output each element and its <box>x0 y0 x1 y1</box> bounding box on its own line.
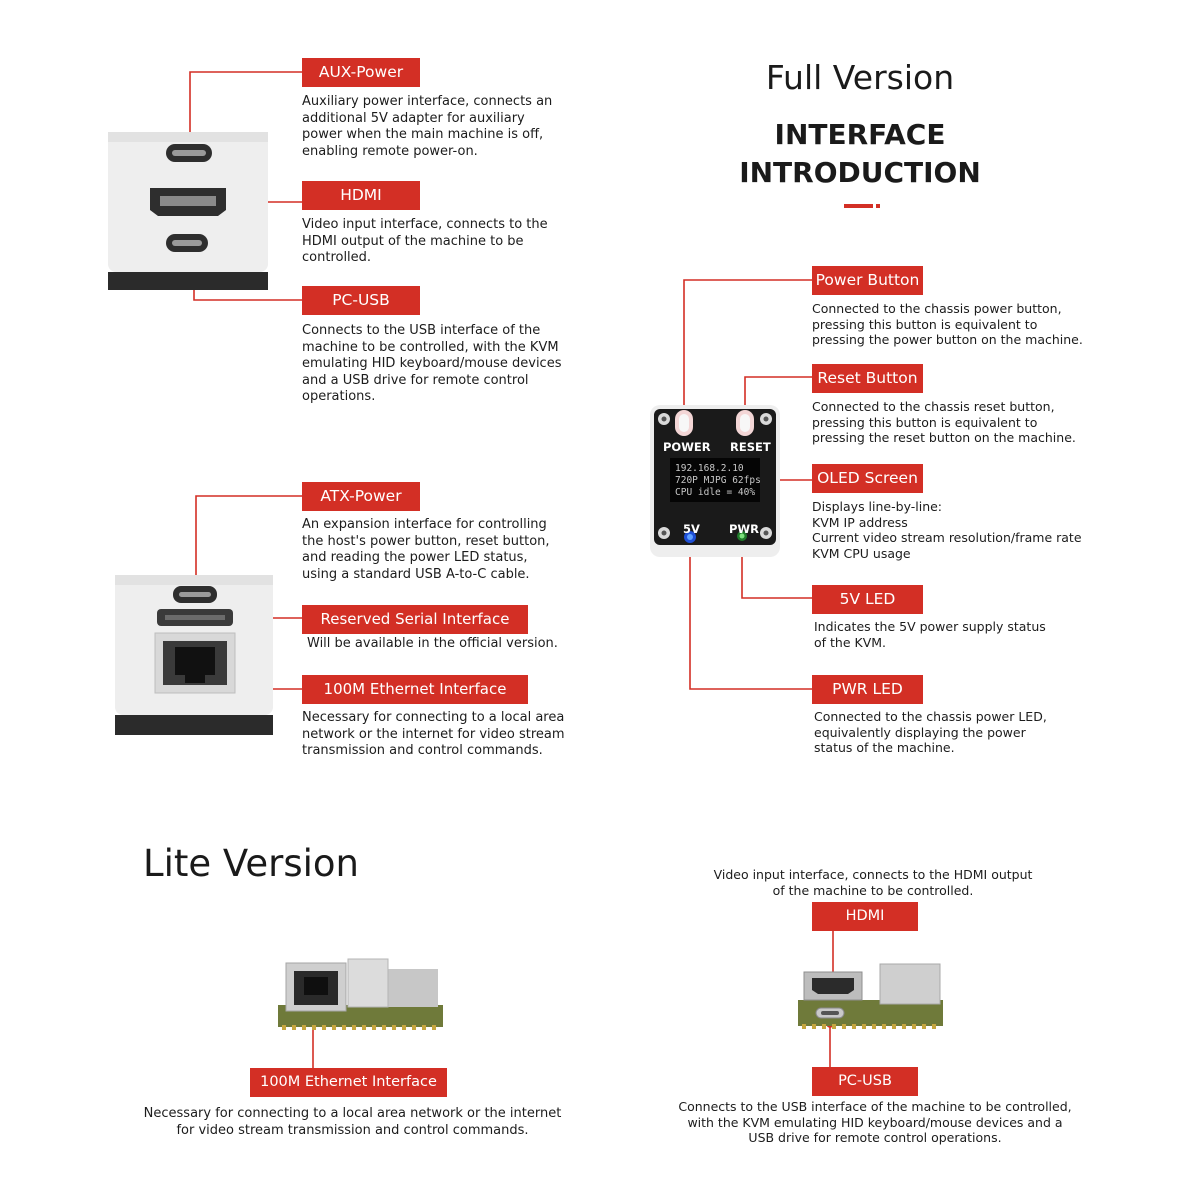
hdmi-badge[interactable]: HDMI <box>302 181 420 210</box>
oled-screen-description: Displays line-by-line: KVM IP address Current video stream resolution/frame rate KVM CPU usage <box>812 499 1082 561</box>
board-5v-label: 5V <box>683 522 700 536</box>
ethernet-description: Necessary for connecting to a local area network or the internet for video stream transmission and control commands. <box>302 710 565 759</box>
lite-ports-board-illustration <box>798 962 948 1032</box>
board-power-label: POWER <box>663 440 711 454</box>
aux-power-description: Auxiliary power interface, connects an additional 5V adapter for auxiliary power when the main machine is off, enabling remote power-on. <box>302 94 553 159</box>
pwr-led-description: Connected to the chassis power LED, equivalently displaying the power status of the machine. <box>814 709 1047 755</box>
interface-introduction-heading: INTERFACE INTRODUCTION <box>739 118 981 189</box>
5v-led-badge[interactable]: 5V LED <box>812 585 923 614</box>
oled-line-cpu: CPU idle = 40% <box>675 487 756 498</box>
pwr-led-badge[interactable]: PWR LED <box>812 675 923 704</box>
leader-power-button <box>684 280 812 425</box>
aux-power-badge[interactable]: AUX-Power <box>302 58 420 87</box>
lite-ethernet-badge[interactable]: 100M Ethernet Interface <box>250 1068 447 1097</box>
reset-button-description: Connected to the chassis reset button, pressing this button is equivalent to pressing the reset button on the machine. <box>812 399 1076 445</box>
atx-power-badge[interactable]: ATX-Power <box>302 482 420 511</box>
full-version-heading: Full Version <box>765 58 955 97</box>
hdmi-description: Video input interface, connects to the HDMI output of the machine to be controlled. <box>302 217 548 266</box>
ethernet-badge[interactable]: 100M Ethernet Interface <box>302 675 528 704</box>
lite-ethernet-description: Necessary for connecting to a local area network or the internet for video stream transmission and control commands. <box>143 1106 562 1138</box>
oled-line-stream: 720P MJPG 62fps <box>675 475 761 486</box>
power-button-description: Connected to the chassis power button, pressing this button is equivalent to pressing the power button on the machine. <box>812 301 1083 347</box>
heading-accent-dot <box>876 204 880 208</box>
kvm-back-ports-illustration <box>115 573 275 735</box>
kvm-side-ports-illustration <box>108 130 268 290</box>
lite-pc-usb-badge[interactable]: PC-USB <box>812 1067 918 1096</box>
heading-accent-bar <box>844 204 873 208</box>
lite-hdmi-description: Video input interface, connects to the HDMI output of the machine to be controlled. <box>713 867 1033 898</box>
power-button-badge[interactable]: Power Button <box>812 266 923 295</box>
atx-power-description: An expansion interface for controlling the host's power button, reset button, and reading the power LED status, using a standard USB A-to-C cable. <box>302 517 550 582</box>
pc-usb-description: Connects to the USB interface of the machine to be controlled, with the KVM emulating HID keyboard/mouse devices and a USB drive for remote control operations. <box>302 323 562 405</box>
oled-line-ip: 192.168.2.10 <box>675 463 744 474</box>
reserved-serial-description: Will be available in the official version. <box>307 636 558 651</box>
reset-button-badge[interactable]: Reset Button <box>812 364 923 393</box>
5v-led-description: Indicates the 5V power supply status of the KVM. <box>814 619 1046 650</box>
board-reset-label: RESET <box>730 440 771 454</box>
leader-pwr-led <box>690 548 812 689</box>
lite-hdmi-badge[interactable]: HDMI <box>812 902 918 931</box>
reserved-serial-badge[interactable]: Reserved Serial Interface <box>302 605 528 634</box>
lite-ethernet-board-illustration <box>278 955 448 1035</box>
oled-screen-badge[interactable]: OLED Screen <box>812 464 923 493</box>
pc-usb-badge[interactable]: PC-USB <box>302 286 420 315</box>
lite-pc-usb-description: Connects to the USB interface of the machine to be controlled, with the KVM emulating HID keyboard/mouse devices and a USB drive for remote control operations. <box>678 1099 1072 1145</box>
lite-version-heading: Lite Version <box>143 842 359 885</box>
board-pwr-label: PWR <box>729 522 759 536</box>
